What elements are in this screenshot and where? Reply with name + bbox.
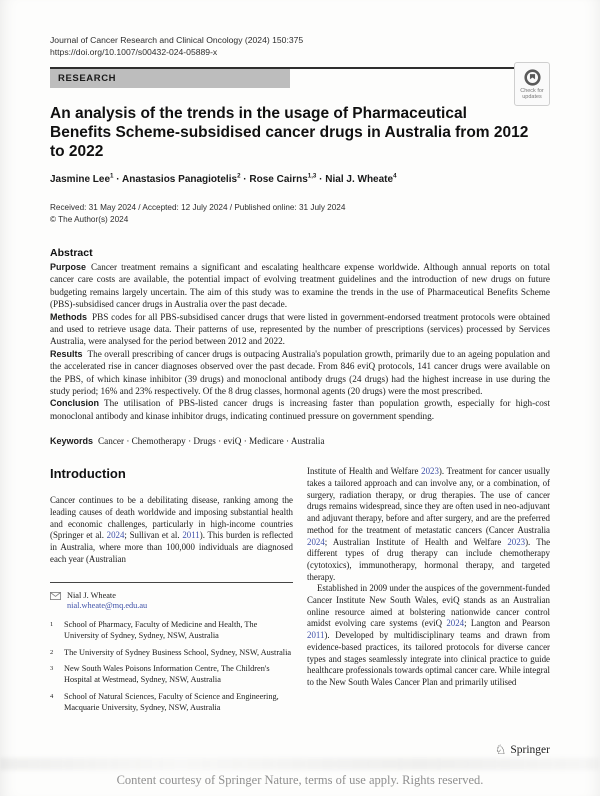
check-for-updates-label: Check for updates — [520, 87, 544, 100]
affiliation-number: 2 — [50, 648, 54, 656]
springer-logo — [495, 743, 550, 756]
abstract-methods — [50, 311, 550, 348]
copyright-line: © The Author(s) 2024 — [50, 214, 129, 224]
citation-link[interactable]: 2024 — [446, 618, 465, 629]
abstract-methods-label: Methods — [50, 311, 87, 322]
keywords-text: Cancer · Chemotherapy · Drugs · eviQ · Medicare · Australia — [98, 436, 325, 447]
affiliation-number: 3 — [50, 665, 54, 673]
text-segment: Established in 2009 under the auspices of the government-funded Cancer Institute New South Wales, eviQ stands as an Australian online resource aimed at bolstering nationwide cancer control amidst evolving care systems (eviQ — [307, 583, 550, 629]
correspondence-block — [50, 591, 293, 613]
abstract-heading: Abstract — [50, 247, 93, 259]
envelope-icon — [50, 592, 61, 613]
text-segment: Rose Cairns — [249, 174, 308, 185]
text-segment: ). Treatment for cancer usually takes a tailored approach and can involve any, or a combination, of surgery, radiation therapy, or drug therapies. The use of cancer drugs remains widespread, since they are often used in neo-adjuvant and adjuvant therapy, before and after surgery, and are the preferred method for the treatment of metastatic cancers (Cancer Australia — [307, 466, 550, 535]
affiliation-item — [50, 692, 293, 714]
corresponding-author-name: Nial J. Wheate — [67, 590, 116, 600]
text-segment: 2 — [237, 172, 241, 180]
affiliation-text: School of Natural Sciences, Faculty of Science and Engineering, Macquarie University, Sydney, NSW, Australia — [64, 692, 279, 712]
affiliation-number: 1 — [50, 621, 54, 629]
affiliation-text: New South Wales Poisons Information Centre, The Children's Hospital at Westmead, Sydney, NSW, Australia — [64, 664, 270, 685]
text-segment: 4 — [393, 172, 397, 180]
received-line: Received: 31 May 2024 / Accepted: 12 July 2024 / Published online: 31 July 2024 — [50, 203, 346, 212]
springer-knight-icon: ♘ — [494, 742, 507, 757]
abstract-results-label: Results — [50, 348, 83, 359]
affiliation-item — [50, 620, 293, 642]
affiliation-item — [50, 664, 293, 686]
crossmark-icon — [524, 69, 541, 86]
text-segment: · — [240, 174, 250, 185]
citation-link[interactable]: 2011 — [182, 530, 200, 541]
journal-title-line: Journal of Cancer Research and Clinical Oncology (2024) 150:375 — [50, 35, 304, 45]
text-segment: ; Sullivan et al. — [124, 530, 183, 541]
author-line — [50, 174, 550, 185]
footer-courtesy-text: Content courtesy of Springer Nature, terms of use apply. Rights reserved. — [116, 773, 484, 787]
doi-link[interactable]: https://doi.org/10.1007/s00432-024-05889-x — [50, 47, 218, 57]
abstract-methods-text: PBS codes for all PBS-subsidised cancer drugs that were listed in government-endorsed treatment protocols were obtained and used to retrieve usage data. Their patterns of use, represented by the number of prescriptions (services) processed by Services Australia, were analysed for the period between 2012 and 2022. — [50, 311, 550, 347]
research-label: RESEARCH — [50, 69, 290, 88]
body-paragraph — [307, 583, 550, 688]
abstract-conclusion — [50, 397, 550, 422]
scan-artifact-band — [0, 758, 600, 770]
right-column — [307, 466, 550, 719]
affiliation-item — [50, 648, 293, 659]
abstract-results-text: The overall prescribing of cancer drugs is outpacing Australia's population growth, primarily due to an ageing population and the accelerated rise in cancer diagnoses observed over the past decade. From 846 eviQ protocols, 141 cancer drugs were available on the PBS, of which kinase inhibitor (39 drugs) and monoclonal antibody drugs (24 drugs) had the highest increase in use during the study period; 16% and 23% respectively. Of the 8 drug classes, hormonal agents (20 drugs) were the most prescribed. — [50, 348, 550, 397]
text-segment: · — [316, 174, 326, 185]
springer-logo-label: Springer — [510, 743, 550, 756]
abstract-section — [50, 247, 550, 446]
body-paragraph — [307, 466, 550, 583]
affiliation-text: The University of Sydney Business School, Sydney, NSW, Australia — [64, 647, 292, 657]
left-column — [50, 466, 293, 719]
introduction-paragraph — [50, 495, 293, 565]
text-segment: 1 — [110, 172, 114, 180]
text-segment: ). The different types of drug therapy can include chemotherapy (cytotoxics), immunotherapy, hormonal therapy, and targeted therapy. — [307, 536, 551, 582]
affiliation-number: 4 — [50, 693, 54, 701]
text-segment: Cancer continues to be a debilitating disease, ranking among the leading causes of death worldwide and imposing substantial health and economic challenges, particularly in high-income countries (Springer et al. — [50, 495, 293, 541]
abstract-purpose-label: Purpose — [50, 262, 87, 272]
text-segment: ). This burden is reflected in Australia, where more than 100,000 individuals are diagnosed each year (Australian — [50, 530, 293, 564]
corresponding-author-email[interactable]: nial.wheate@mq.edu.au — [67, 601, 148, 611]
text-segment: Jasmine Lee — [50, 174, 111, 185]
text-segment: ; Langton and Pearson — [464, 618, 550, 629]
corresponding-author — [67, 591, 147, 613]
keywords-row — [50, 436, 550, 446]
citation-link[interactable]: 2011 — [307, 630, 325, 641]
abstract-purpose-text: Cancer treatment remains a significant and escalating healthcare expense worldwide. Although annual reports on total cancer care costs are available, the potential impact of evolving treatment guidelines and the introduction of new drugs on future budgeting remains largely uncertain. The aim of this study was to examine the trends in the use of Pharmaceutical Benefits Scheme (PBS)-subsidised cancer drugs in Australia over the past decade. — [50, 262, 550, 310]
abstract-conclusion-text: The utilisation of PBS-listed cancer drugs is increasing faster than population growth, especially for high-cost monoclonal antibody and kinase inhibitor drugs, indicating continued pressure on government spending. — [50, 398, 550, 421]
citation-link[interactable]: 2023 — [421, 466, 439, 477]
abstract-purpose — [50, 261, 550, 311]
citation-link[interactable]: 2024 — [307, 536, 325, 547]
footnote-separator — [50, 582, 293, 583]
citation-link[interactable]: 2023 — [507, 536, 526, 547]
text-segment: · — [113, 174, 123, 185]
check-for-updates-badge[interactable] — [514, 62, 550, 106]
text-segment: 1,3 — [307, 172, 317, 180]
abstract-results — [50, 348, 550, 398]
text-segment: Institute of Health and Welfare — [307, 466, 422, 477]
citation-link[interactable]: 2024 — [106, 530, 125, 541]
introduction-heading: Introduction — [50, 466, 126, 482]
text-segment: ). Developed by multidisciplinary teams and drawn from evidence-based practices, its tailored protocols for diverse cancer types and stages seamlessly integrate into clinical practice to guide healthcare professionals towards optimal cancer care. While integral to the New South Wales Cancer Plan and primarily utilised — [307, 630, 550, 687]
affiliation-text: School of Pharmacy, Faculty of Medicine and Health, The University of Sydney, Sydney, NSW, Australia — [64, 620, 258, 640]
body-columns — [50, 466, 550, 719]
affiliations-list — [50, 620, 293, 714]
page-title: An analysis of the trends in the usage of Pharmaceutical Benefits Scheme-subsidised cancer drugs in Australia from 2012 to 2022 — [50, 105, 529, 160]
text-segment: ; Australian Institute of Health and Welfare — [324, 536, 508, 547]
text-segment: Nial J. Wheate — [325, 174, 394, 185]
text-segment: Anastasios Panagiotelis — [122, 174, 238, 185]
keywords-label: Keywords — [50, 436, 94, 447]
abstract-conclusion-label: Conclusion — [50, 398, 99, 409]
